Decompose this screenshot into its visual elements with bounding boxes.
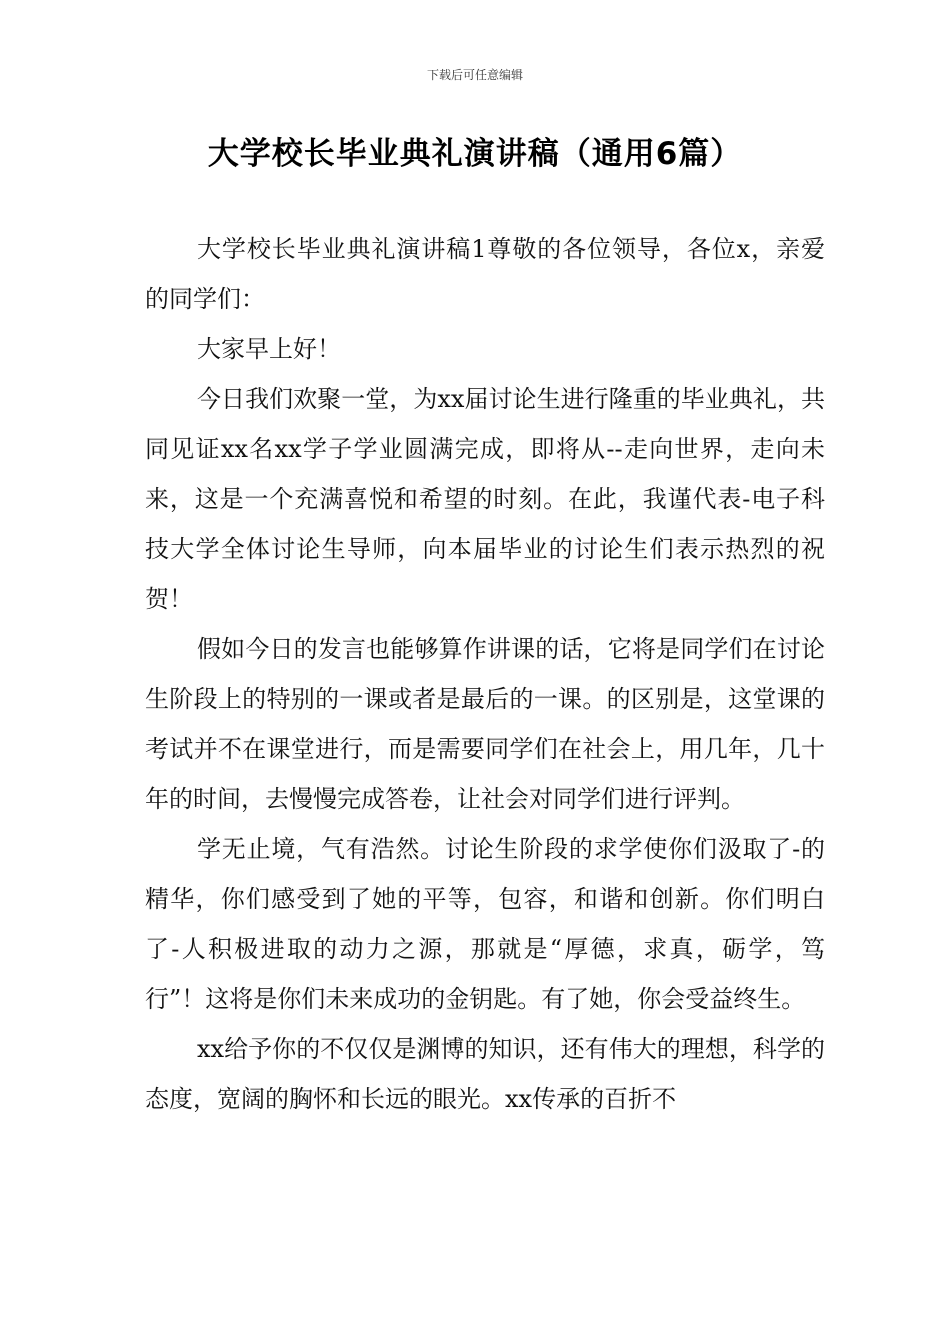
paragraph-last-lesson: 假如今日的发言也能够算作讲课的话，它将是同学们在讨论生阶段上的特别的一课或者是最后的一课。的区别是，这堂课的考试并不在课堂进行，而是需要同学们在社会上，用几年，几十年的时间，去慢慢完成答卷，让社会对同学们进行评判。 bbox=[145, 635, 825, 813]
paragraph-good-morning: 大家早上好！ bbox=[197, 335, 341, 363]
header-note: 下载后可任意编辑 bbox=[426, 68, 523, 82]
paragraph-ceremony: 今日我们欢聚一堂，为xx届讨论生进行隆重的毕业典礼，共同见证xx名xx学子学业圆满完成，即将从--走向世界，走向未来，这是一个充满喜悦和希望的时刻。在此，我谨代表-电子科技大学全体讨论生导师，向本届毕业的讨论生们表示热烈的祝贺！ bbox=[145, 385, 825, 613]
paragraph-motto: 学无止境，气有浩然。讨论生阶段的求学使你们汲取了-的精华，你们感受到了她的平等，包容，和谐和创新。你们明白了-人积极进取的动力之源，那就是“厚德，求真，砺学，笃行”！这将是你们未来成功的金钥匙。有了她，你会受益终生。 bbox=[145, 835, 825, 1013]
document-title: 大学校长毕业典礼演讲稿（通用6篇） bbox=[207, 136, 743, 172]
paragraph-greeting: 大学校长毕业典礼演讲稿1尊敬的各位领导，各位x，亲爱的同学们： bbox=[145, 235, 825, 313]
document-body bbox=[145, 224, 825, 1124]
paragraph-knowledge: xx给予你的不仅仅是渊博的知识，还有伟大的理想，科学的态度，宽阔的胸怀和长远的眼光。xx传承的百折不 bbox=[145, 1035, 825, 1113]
